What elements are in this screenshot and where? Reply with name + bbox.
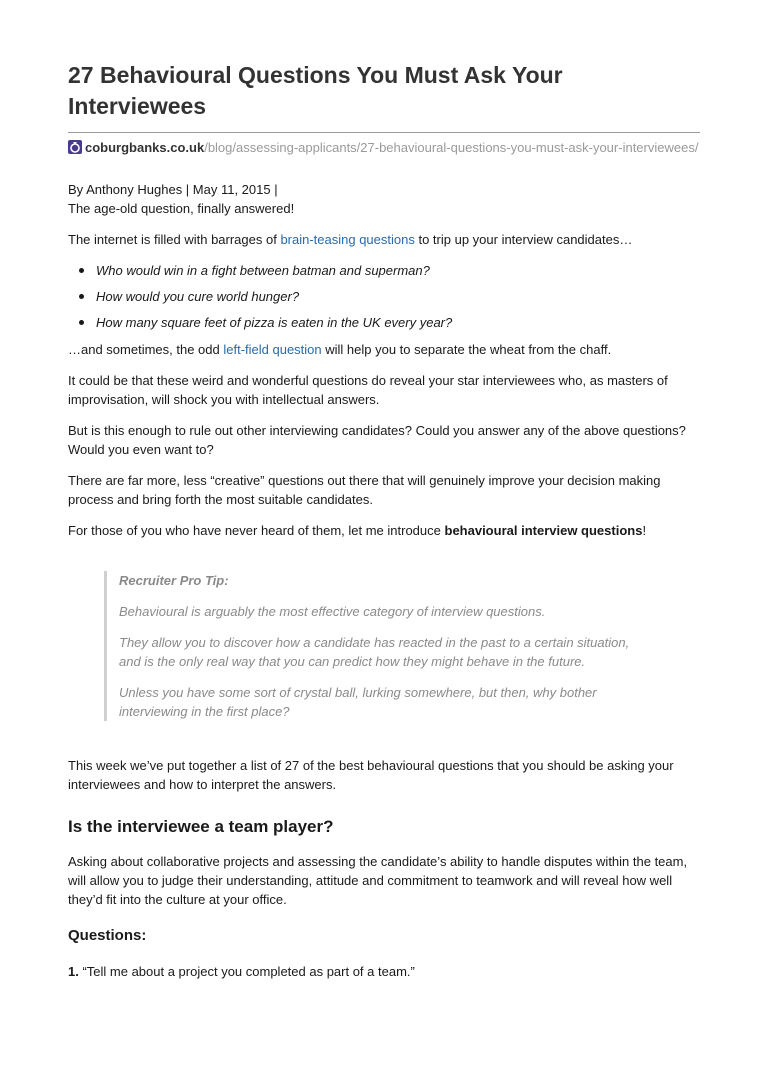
paragraph-list-intro: This week we’ve put together a list of 27 of the best behavioural questions that you should be asking your interviewees and how to interpret the answers. [68, 758, 674, 792]
page-title: 27 Behavioural Questions You Must Ask Your Interviewees [68, 62, 563, 119]
paragraph-creative: There are far more, less “creative” questions out there that will genuinely improve your decision making process and bring forth the most suitable candidates. [68, 473, 661, 507]
paragraph-introduce [68, 521, 700, 540]
behavioural-questions-emphasis: behavioural interview questions [444, 523, 643, 538]
coburg-banks-logo-icon [68, 140, 82, 154]
list-item-text: Who would win in a fight between batman and superman? [96, 263, 430, 278]
paragraph-text: …and sometimes, the odd [68, 342, 224, 357]
section-paragraph: Asking about collaborative projects and assessing the candidate’s ability to handle disputes within the team, will allow you to judge their understanding, attitude and commitment to teamwork and will reveal how well they’d fit into the culture at your office. [68, 854, 688, 907]
source-domain[interactable]: coburgbanks.co.uk [85, 140, 205, 155]
tip-paragraph: They allow you to discover how a candidate has reacted in the past to a certain situation, and is the only real way that you can predict how they might behave in the future. [119, 635, 630, 669]
bullet-icon [79, 268, 84, 273]
intro-text: The internet is filled with barrages of [68, 232, 281, 247]
questions-heading: Questions: [68, 927, 147, 944]
recruiter-pro-tip [104, 571, 639, 721]
source-path[interactable]: /blog/assessing-applicants/27-behavioural-questions-you-must-ask-your-interviewees/ [204, 140, 699, 155]
title-divider [68, 132, 700, 133]
paragraph-left-field [68, 340, 700, 359]
paragraph-text-end: ! [642, 523, 647, 538]
section-heading: Is the interviewee a team player? [68, 817, 334, 836]
bullet-icon [79, 294, 84, 299]
question-number: 1. [68, 964, 79, 979]
intro-paragraph [68, 230, 700, 249]
tip-paragraph: Unless you have some sort of crystal ball, lurking somewhere, but then, why bother interviewing in the first place? [119, 685, 597, 719]
tagline: The age-old question, finally answered! [68, 201, 295, 216]
example-questions-list [68, 261, 700, 332]
tip-paragraph: Behavioural is arguably the most effective category of interview questions. [119, 604, 546, 619]
byline: By Anthony Hughes | May 11, 2015 | [68, 182, 278, 197]
list-item-text: How would you cure world hunger? [96, 289, 300, 304]
bullet-icon [79, 320, 84, 325]
paragraph-weird-questions: It could be that these weird and wonderful questions do reveal your star interviewees who, as masters of improvisation, will shock you with intellectual answers. [68, 373, 668, 407]
paragraph-text: For those of you who have never heard of them, let me introduce [68, 523, 445, 538]
question-text: “Tell me about a project you completed as part of a team.” [78, 964, 415, 979]
paragraph-rule-out: But is this enough to rule out other interviewing candidates? Could you answer any of the above questions? Would you even want to? [68, 423, 686, 457]
question-item [68, 962, 700, 981]
tip-title: Recruiter Pro Tip: [119, 573, 229, 588]
intro-text-end: to trip up your interview candidates… [414, 232, 633, 247]
list-item [96, 313, 700, 332]
left-field-question-link[interactable]: left-field question [223, 342, 322, 357]
list-item-text: How many square feet of pizza is eaten in the UK every year? [96, 315, 453, 330]
brain-teasing-questions-link[interactable]: brain-teasing questions [280, 232, 415, 247]
source-url[interactable] [68, 139, 700, 156]
paragraph-text-end: will help you to separate the wheat from the chaff. [321, 342, 612, 357]
article [68, 60, 700, 981]
list-item [96, 287, 700, 306]
list-item [96, 261, 700, 280]
